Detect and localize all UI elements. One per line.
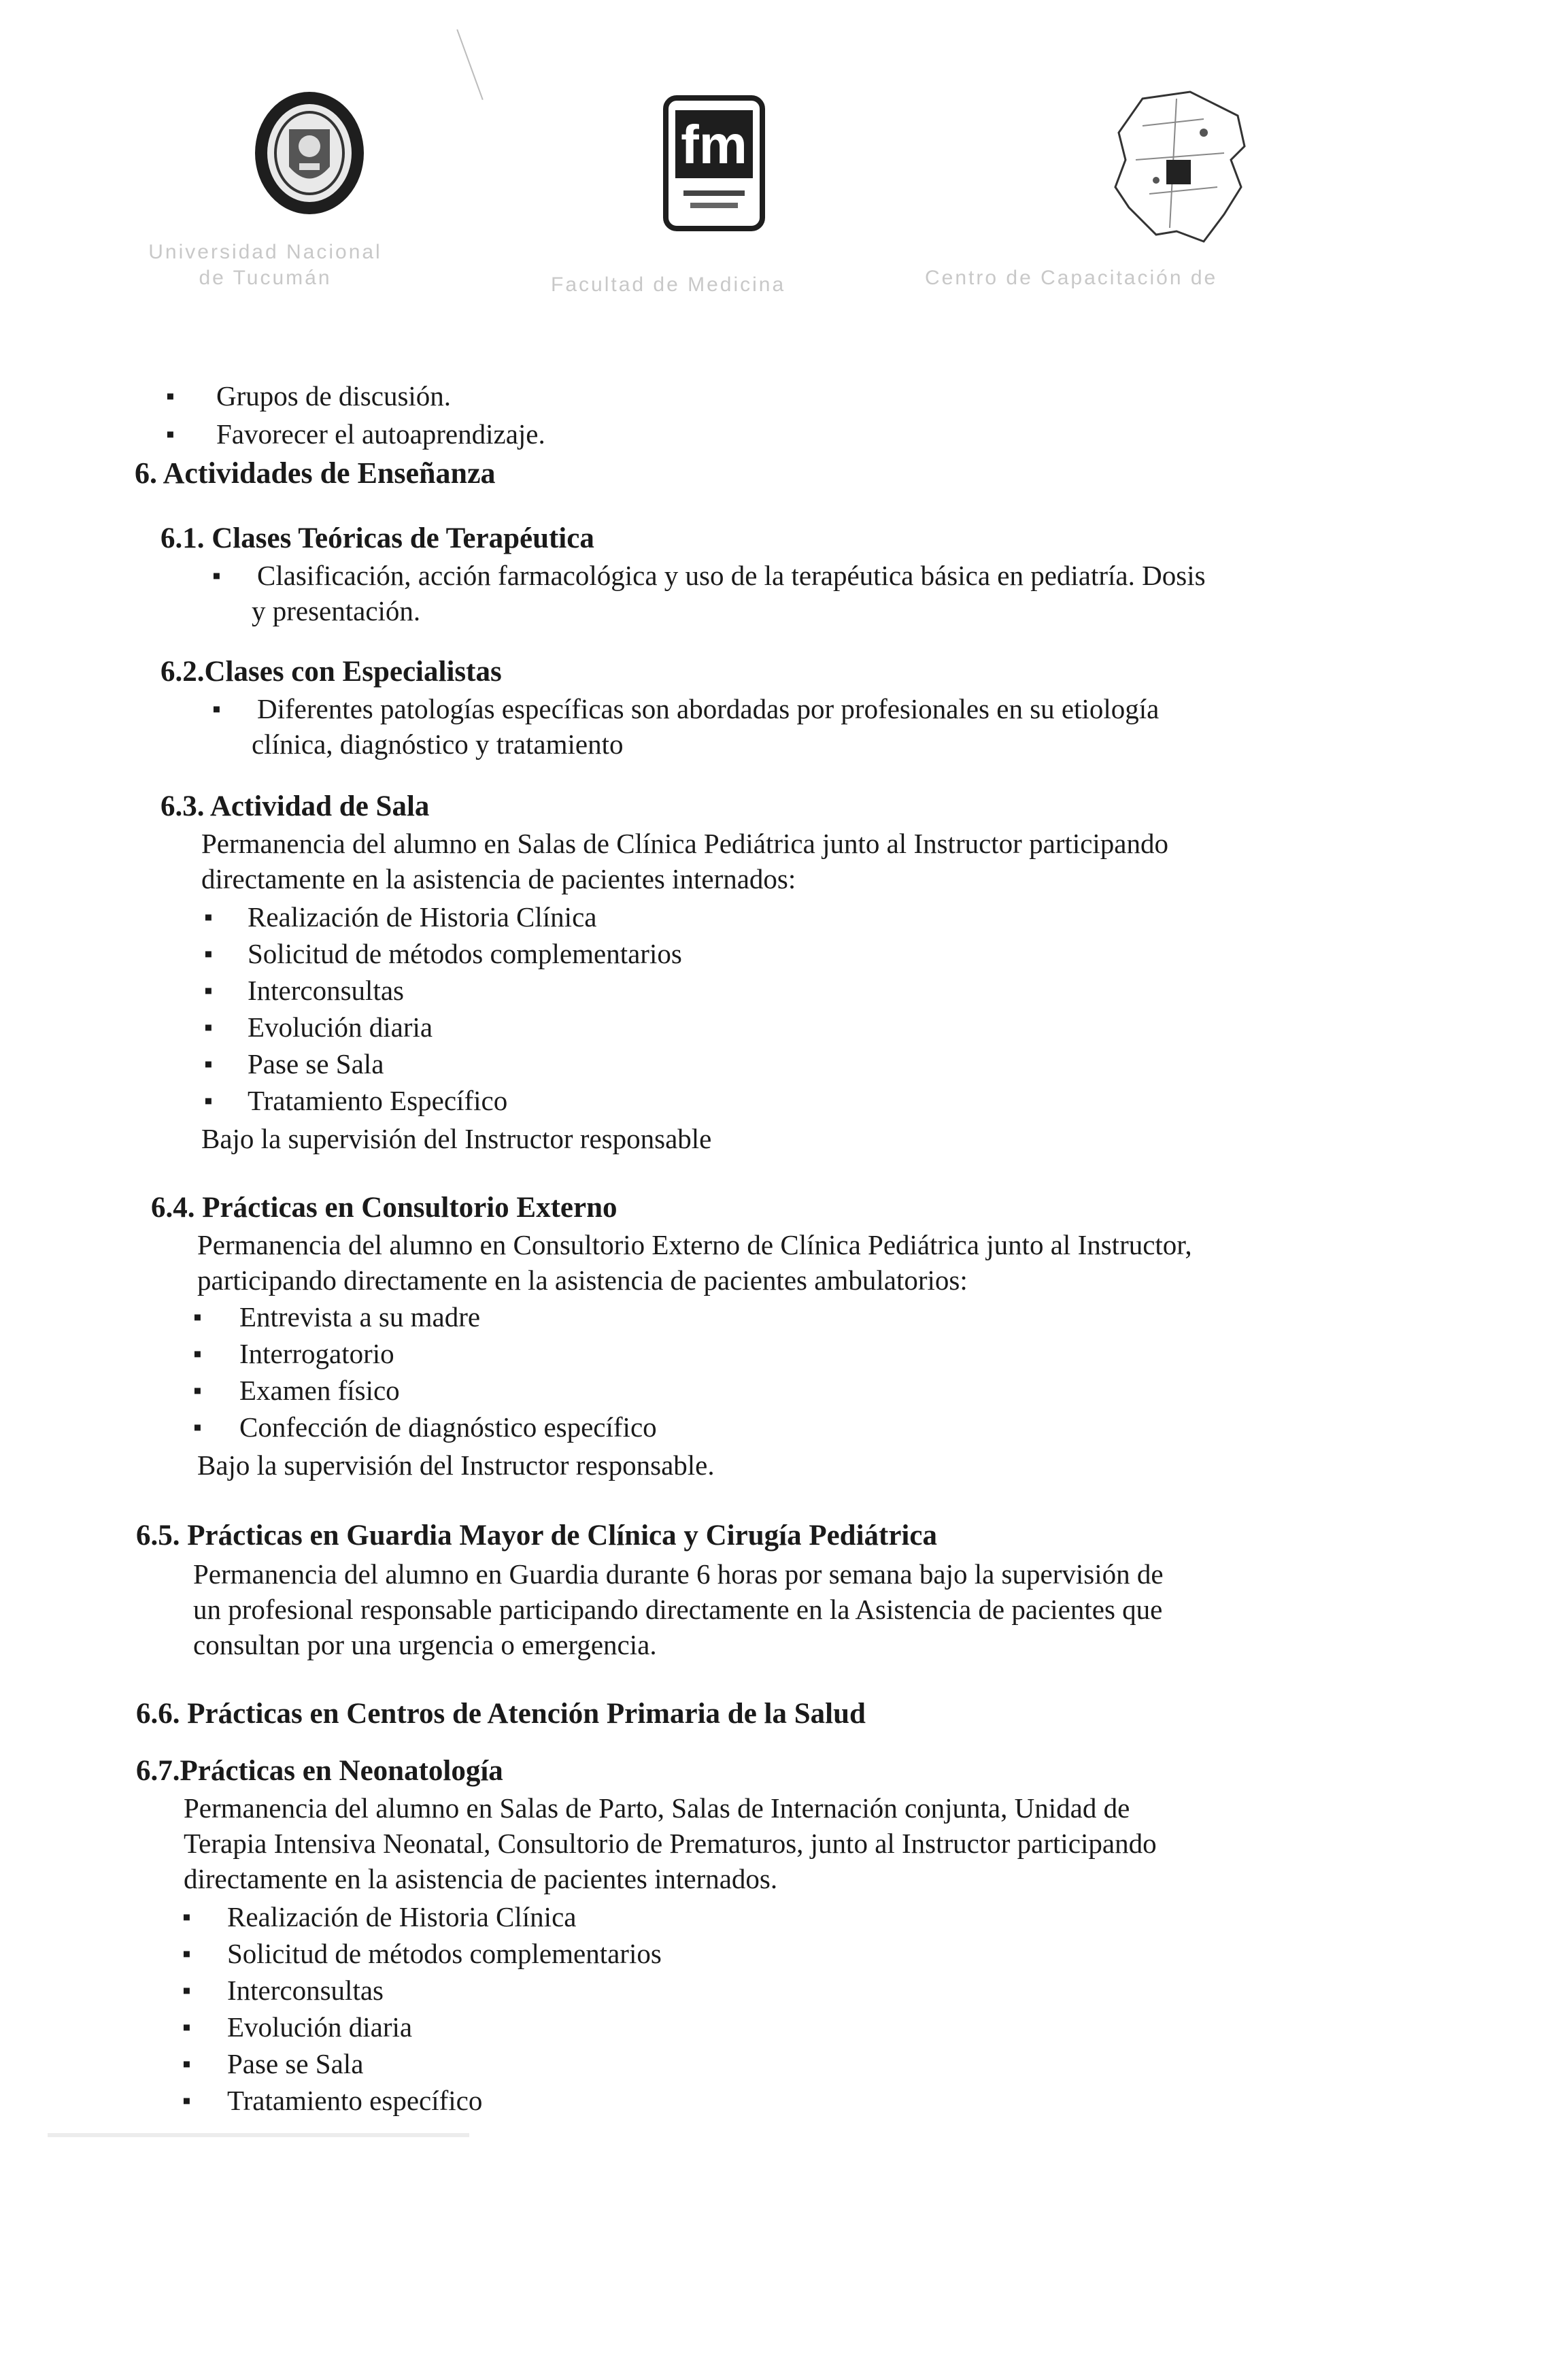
university-caption: Universidad Nacional de Tucumán	[148, 241, 382, 289]
section-6-4-item: Confección de diagnóstico específico	[239, 1411, 657, 1443]
bullet-icon: ▪	[212, 562, 221, 589]
section-6-7-item: Realización de Historia Clínica	[227, 1901, 577, 1932]
section-6-4-item: Interrogatorio	[239, 1338, 394, 1369]
bullet-icon: ▪	[204, 1013, 213, 1041]
section-6-3-paragraph: directamente en la asistencia de pacientes internados:	[201, 863, 796, 894]
bullet-icon: ▪	[182, 2013, 191, 2041]
bullet-icon: ▪	[204, 903, 213, 931]
section-6-7-item: Interconsultas	[227, 1975, 384, 2006]
bullet-icon: ▪	[204, 1087, 213, 1114]
section-6-2-text: Diferentes patologías específicas son abordadas por profesionales en su etiología	[257, 693, 1160, 724]
section-6-1-heading: 6.1. Clases Teóricas de Terapéutica	[160, 522, 594, 554]
bullet-icon: ▪	[182, 1940, 191, 1967]
bullet-icon: ▪	[193, 1340, 202, 1367]
bullet-icon: ▪	[204, 977, 213, 1004]
section-6-2-heading: 6.2.Clases con Especialistas	[160, 656, 502, 688]
section-6-1-text: Clasificación, acción farmacológica y uso de la terapéutica básica en pediatría. Dosis	[257, 560, 1206, 591]
section-6-5-paragraph: consultan por una urgencia o emergencia.	[193, 1629, 657, 1660]
intro-bullet-text: Grupos de discusión.	[216, 380, 452, 412]
bullet-icon: ▪	[182, 1903, 191, 1930]
section-6-7-paragraph: Permanencia del alumno en Salas de Parto, Salas de Internación conjunta, Unidad de	[184, 1792, 1130, 1824]
section-6-5-paragraph: Permanencia del alumno en Guardia durante 6 horas por semana bajo la supervisión de	[193, 1558, 1164, 1590]
section-6-6-heading: 6.6. Prácticas en Centros de Atención Primaria de la Salud	[136, 1698, 866, 1730]
section-6-3-item: Tratamiento Específico	[248, 1085, 508, 1116]
section-6-2-text: clínica, diagnóstico y tratamiento	[252, 728, 624, 760]
bullet-icon: ▪	[193, 1303, 202, 1330]
bullet-icon: ▪	[212, 695, 221, 722]
faculty-caption: Facultad de Medicina	[551, 273, 786, 296]
section-6-4-paragraph: participando directamente en la asistencia de pacientes ambulatorios:	[197, 1264, 968, 1296]
section-6-7-item: Solicitud de métodos complementarios	[227, 1938, 662, 1969]
section-6-1-text: y presentación.	[252, 595, 421, 626]
section-6-7-paragraph: directamente en la asistencia de pacientes internados.	[184, 1863, 778, 1894]
section-6-5-heading: 6.5. Prácticas en Guardia Mayor de Clínica y Cirugía Pediátrica	[136, 1520, 937, 1552]
section-6-3-item: Pase se Sala	[248, 1048, 384, 1079]
section-6-heading: 6. Actividades de Enseñanza	[135, 456, 496, 490]
university-seal-icon	[252, 88, 367, 218]
scan-corner-mark	[456, 29, 484, 100]
section-6-7-item: Pase se Sala	[227, 2048, 364, 2079]
bullet-icon: ▪	[193, 1413, 202, 1441]
section-6-3-closing: Bajo la supervisión del Instructor responsable	[201, 1123, 712, 1154]
section-6-5-paragraph: un profesional responsable participando directamente en la Asistencia de pacientes que	[193, 1594, 1163, 1625]
bullet-icon: ▪	[166, 382, 175, 409]
tucuman-province-map-icon	[1102, 85, 1258, 248]
center-caption: Centro de Capacitación de	[925, 267, 1218, 289]
svg-text:fm: fm	[681, 114, 747, 175]
scan-footer-smudge	[48, 2133, 469, 2137]
section-6-3-paragraph: Permanencia del alumno en Salas de Clínica Pediátrica junto al Instructor participando	[201, 828, 1169, 859]
bullet-icon: ▪	[182, 2087, 191, 2114]
section-6-4-item: Entrevista a su madre	[239, 1301, 481, 1333]
section-6-7-item: Tratamiento específico	[227, 2085, 483, 2116]
section-6-7-item: Evolución diaria	[227, 2011, 413, 2043]
bullet-icon: ▪	[193, 1377, 202, 1404]
bullet-icon: ▪	[204, 1050, 213, 1077]
bullet-icon: ▪	[182, 1977, 191, 2004]
section-6-4-paragraph: Permanencia del alumno en Consultorio Externo de Clínica Pediátrica junto al Instructor,	[197, 1229, 1192, 1260]
section-6-4-item: Examen físico	[239, 1375, 400, 1406]
section-6-3-item: Realización de Historia Clínica	[248, 901, 597, 933]
section-6-3-item: Solicitud de métodos complementarios	[248, 938, 682, 969]
bullet-icon: ▪	[204, 940, 213, 967]
faculty-fm-logo-icon	[663, 95, 765, 231]
section-6-3-item: Interconsultas	[248, 975, 404, 1006]
section-6-3-item: Evolución diaria	[248, 1011, 433, 1043]
bullet-icon: ▪	[182, 2050, 191, 2077]
intro-bullet-text: Favorecer el autoaprendizaje.	[216, 418, 545, 450]
section-6-3-heading: 6.3. Actividad de Sala	[160, 790, 430, 822]
section-6-4-closing: Bajo la supervisión del Instructor responsable.	[197, 1449, 715, 1481]
bullet-icon: ▪	[166, 420, 175, 448]
section-6-4-heading: 6.4. Prácticas en Consultorio Externo	[151, 1192, 618, 1224]
section-6-7-heading: 6.7.Prácticas en Neonatología	[136, 1755, 503, 1787]
section-6-7-paragraph: Terapia Intensiva Neonatal, Consultorio de Prematuros, junto al Instructor participando	[184, 1828, 1157, 1859]
